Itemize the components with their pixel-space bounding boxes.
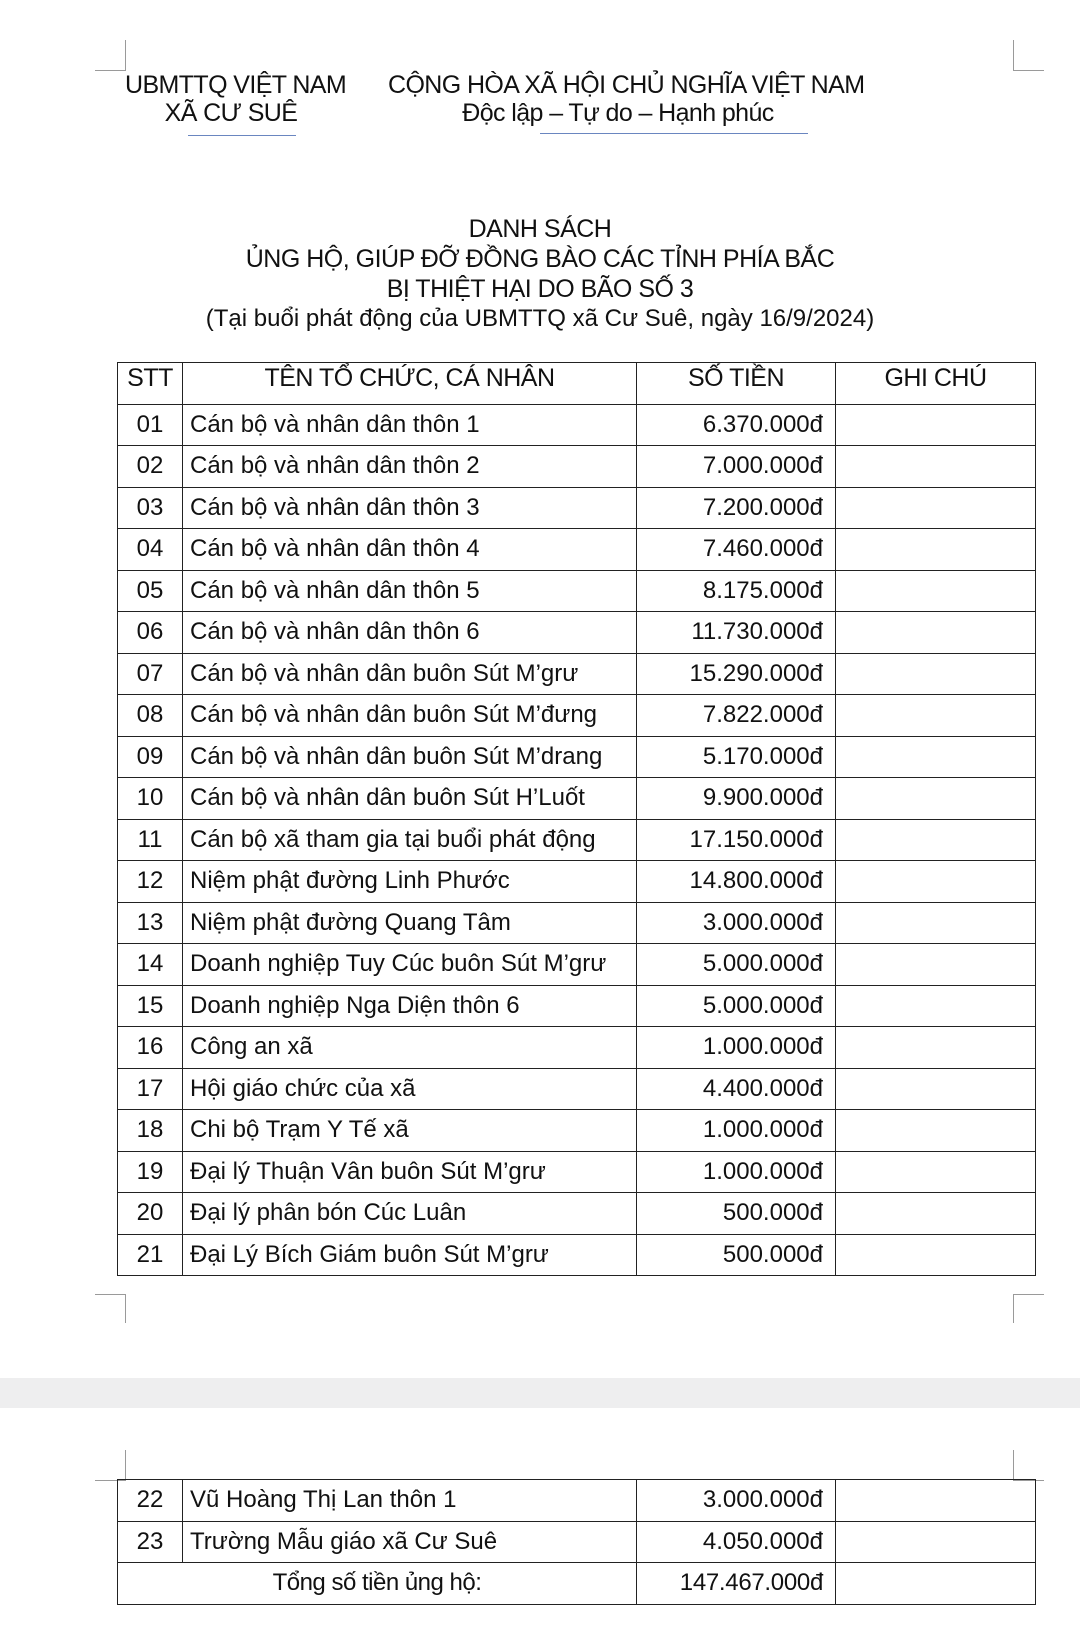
row-name: Cán bộ và nhân dân thôn 6 xyxy=(183,612,637,654)
row-note xyxy=(836,612,1036,654)
table-row xyxy=(118,404,1036,446)
row-note xyxy=(836,1193,1036,1235)
crop-mark-bottom-left-h xyxy=(95,1294,126,1295)
donation-table-continued xyxy=(117,1479,1036,1605)
row-note xyxy=(836,861,1036,903)
row-note xyxy=(836,736,1036,778)
row-amount: 5.000.000đ xyxy=(637,985,836,1027)
row-amount: 4.400.000đ xyxy=(637,1068,836,1110)
row-name: Cán bộ và nhân dân thôn 1 xyxy=(183,404,637,446)
row-stt: 14 xyxy=(118,944,183,986)
row-stt: 09 xyxy=(118,736,183,778)
row-name: Cán bộ và nhân dân thôn 2 xyxy=(183,446,637,488)
row-stt: 22 xyxy=(118,1480,183,1522)
row-note xyxy=(836,819,1036,861)
row-amount: 14.800.000đ xyxy=(637,861,836,903)
table-row xyxy=(118,985,1036,1027)
row-stt: 05 xyxy=(118,570,183,612)
row-stt: 18 xyxy=(118,1110,183,1152)
row-stt: 17 xyxy=(118,1068,183,1110)
row-name: Niệm phật đường Quang Tâm xyxy=(183,902,637,944)
table-row xyxy=(118,1480,1036,1522)
row-note xyxy=(836,1480,1036,1522)
table-row xyxy=(118,1521,1036,1563)
row-amount: 11.730.000đ xyxy=(637,612,836,654)
col-header-amount: SỐ TIỀN xyxy=(637,363,836,405)
row-amount: 4.050.000đ xyxy=(637,1521,836,1563)
row-stt: 11 xyxy=(118,819,183,861)
row-note xyxy=(836,1027,1036,1069)
table-row xyxy=(118,902,1036,944)
row-note xyxy=(836,944,1036,986)
row-note xyxy=(836,570,1036,612)
table-row xyxy=(118,695,1036,737)
row-stt: 07 xyxy=(118,653,183,695)
row-amount: 1.000.000đ xyxy=(637,1151,836,1193)
row-amount: 500.000đ xyxy=(637,1193,836,1235)
total-row xyxy=(118,1563,1036,1605)
crop-mark-top-left-v xyxy=(125,1450,126,1480)
table-row xyxy=(118,446,1036,488)
row-name: Cán bộ xã tham gia tại buổi phát động xyxy=(183,819,637,861)
row-note xyxy=(836,404,1036,446)
row-name: Đại lý phân bón Cúc Luân xyxy=(183,1193,637,1235)
row-stt: 03 xyxy=(118,487,183,529)
col-header-name: TÊN TỔ CHỨC, CÁ NHÂN xyxy=(183,363,637,405)
row-amount: 1.000.000đ xyxy=(637,1027,836,1069)
row-name: Cán bộ và nhân dân buôn Sút M’grư xyxy=(183,653,637,695)
row-amount: 5.000.000đ xyxy=(637,944,836,986)
row-amount: 5.170.000đ xyxy=(637,736,836,778)
row-amount: 1.000.000đ xyxy=(637,1110,836,1152)
table-row xyxy=(118,529,1036,571)
row-name: Doanh nghiệp Tuy Cúc buôn Sút M’grư xyxy=(183,944,637,986)
col-header-note: GHI CHÚ xyxy=(836,363,1036,405)
row-name: Hội giáo chức của xã xyxy=(183,1068,637,1110)
table-row xyxy=(118,819,1036,861)
row-stt: 12 xyxy=(118,861,183,903)
nation-motto: Độc lập – Tự do – Hạnh phúc xyxy=(462,99,774,127)
row-name: Cán bộ và nhân dân thôn 4 xyxy=(183,529,637,571)
crop-mark-bottom-right-h xyxy=(1013,1294,1044,1295)
row-stt: 10 xyxy=(118,778,183,820)
row-name: Vũ Hoàng Thị Lan thôn 1 xyxy=(183,1480,637,1522)
document-page-2 xyxy=(0,1408,1080,1643)
row-amount: 500.000đ xyxy=(637,1234,836,1276)
table-row xyxy=(118,1151,1036,1193)
row-note xyxy=(836,653,1036,695)
crop-mark-top-right-v xyxy=(1013,1450,1014,1480)
row-note xyxy=(836,1151,1036,1193)
row-name: Cán bộ và nhân dân thôn 3 xyxy=(183,487,637,529)
row-amount: 8.175.000đ xyxy=(637,570,836,612)
table-row xyxy=(118,1234,1036,1276)
row-stt: 01 xyxy=(118,404,183,446)
crop-mark-bottom-right-v xyxy=(1013,1295,1014,1323)
row-stt: 23 xyxy=(118,1521,183,1563)
page-gap xyxy=(0,1378,1080,1408)
row-stt: 19 xyxy=(118,1151,183,1193)
row-note xyxy=(836,695,1036,737)
row-name: Đại Lý Bích Giám buôn Sút M’grư xyxy=(183,1234,637,1276)
donation-table xyxy=(117,362,1036,1276)
row-name: Doanh nghiệp Nga Diện thôn 6 xyxy=(183,985,637,1027)
row-amount: 7.460.000đ xyxy=(637,529,836,571)
table-row xyxy=(118,1193,1036,1235)
row-name: Chi bộ Trạm Y Tế xã xyxy=(183,1110,637,1152)
table-row xyxy=(118,778,1036,820)
row-name: Cán bộ và nhân dân buôn Sút H’Luốt xyxy=(183,778,637,820)
table-row xyxy=(118,736,1036,778)
row-stt: 13 xyxy=(118,902,183,944)
row-stt: 06 xyxy=(118,612,183,654)
row-amount: 6.370.000đ xyxy=(637,404,836,446)
crop-mark-top-right-h xyxy=(1013,70,1044,71)
crop-mark-bottom-left-v xyxy=(125,1295,126,1323)
row-name: Cán bộ và nhân dân buôn Sút M’đưng xyxy=(183,695,637,737)
row-note xyxy=(836,529,1036,571)
document-title-line2: ỦNG HỘ, GIÚP ĐỠ ĐỒNG BÀO CÁC TỈNH PHÍA BẮC xyxy=(245,245,835,273)
document-title-line3: BỊ THIỆT HẠI DO BÃO SỐ 3 xyxy=(386,275,694,303)
document-subtitle: (Tại buổi phát động của UBMTTQ xã Cư Suê, ngày 16/9/2024) xyxy=(205,305,875,332)
row-stt: 20 xyxy=(118,1193,183,1235)
table-row xyxy=(118,612,1036,654)
row-amount: 7.822.000đ xyxy=(637,695,836,737)
row-note xyxy=(836,1110,1036,1152)
row-name: Trường Mẫu giáo xã Cư Suê xyxy=(183,1521,637,1563)
table-row xyxy=(118,861,1036,903)
row-note xyxy=(836,487,1036,529)
row-name: Cán bộ và nhân dân thôn 5 xyxy=(183,570,637,612)
org-subname: XÃ CƯ SUÊ xyxy=(164,99,298,127)
row-stt: 08 xyxy=(118,695,183,737)
row-amount: 7.200.000đ xyxy=(637,487,836,529)
table-row xyxy=(118,653,1036,695)
row-amount: 9.900.000đ xyxy=(637,778,836,820)
row-name: Cán bộ và nhân dân buôn Sút M’drang xyxy=(183,736,637,778)
motto-underline xyxy=(540,133,808,134)
row-stt: 16 xyxy=(118,1027,183,1069)
org-underline xyxy=(188,135,296,136)
row-amount: 7.000.000đ xyxy=(637,446,836,488)
total-note xyxy=(836,1563,1036,1605)
nation-name: CỘNG HÒA XÃ HỘI CHỦ NGHĨA VIỆT NAM xyxy=(388,71,865,99)
row-name: Đại lý Thuận Vân buôn Sút M’grư xyxy=(183,1151,637,1193)
row-name: Niệm phật đường Linh Phước xyxy=(183,861,637,903)
row-note xyxy=(836,1234,1036,1276)
total-amount: 147.467.000đ xyxy=(637,1563,836,1605)
table-row xyxy=(118,1110,1036,1152)
row-stt: 21 xyxy=(118,1234,183,1276)
total-label: Tổng số tiền ủng hộ: xyxy=(118,1563,637,1605)
row-stt: 04 xyxy=(118,529,183,571)
crop-mark-top-left-v xyxy=(125,40,126,70)
row-amount: 15.290.000đ xyxy=(637,653,836,695)
row-note xyxy=(836,778,1036,820)
table-row xyxy=(118,944,1036,986)
table-row xyxy=(118,570,1036,612)
row-note xyxy=(836,1521,1036,1563)
row-note xyxy=(836,902,1036,944)
table-row xyxy=(118,487,1036,529)
row-name: Công an xã xyxy=(183,1027,637,1069)
row-note xyxy=(836,1068,1036,1110)
document-title: DANH SÁCH xyxy=(468,215,612,243)
row-note xyxy=(836,985,1036,1027)
row-note xyxy=(836,446,1036,488)
table-row xyxy=(118,1027,1036,1069)
table-header-row xyxy=(118,363,1036,405)
row-amount: 3.000.000đ xyxy=(637,902,836,944)
org-name: UBMTTQ VIỆT NAM xyxy=(125,71,347,99)
table-row xyxy=(118,1068,1036,1110)
col-header-stt: STT xyxy=(118,363,183,405)
crop-mark-top-left-h xyxy=(95,70,126,71)
row-amount: 17.150.000đ xyxy=(637,819,836,861)
row-stt: 15 xyxy=(118,985,183,1027)
row-stt: 02 xyxy=(118,446,183,488)
crop-mark-top-right-v xyxy=(1013,40,1014,70)
row-amount: 3.000.000đ xyxy=(637,1480,836,1522)
